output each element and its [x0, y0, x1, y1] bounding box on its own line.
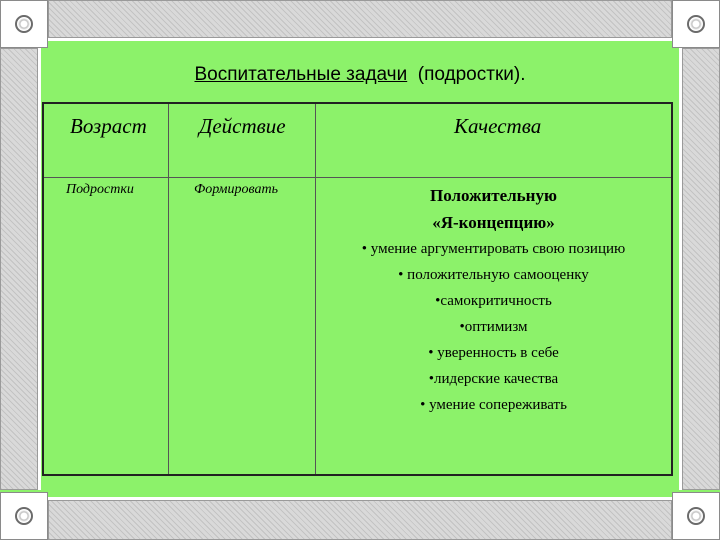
- column-divider: [168, 104, 169, 474]
- frame-inner-bottom: [48, 497, 672, 500]
- ring-icon: [687, 15, 705, 33]
- frame-left: [0, 48, 38, 490]
- list-item: •лидерские качества: [428, 371, 559, 387]
- tasks-table: [42, 102, 673, 476]
- ring-icon: [15, 507, 33, 525]
- frame-inner-right: [679, 48, 682, 490]
- frame-bottom: [48, 500, 672, 540]
- ring-icon: [15, 15, 33, 33]
- list-item: •самокритичность: [435, 293, 552, 309]
- header-action: Действие: [199, 114, 286, 138]
- list-item: • положительную самооценку: [398, 267, 589, 283]
- corner-ornament-bottom-left: [0, 492, 48, 540]
- cell-action: Формировать: [194, 182, 278, 197]
- ring-icon: [687, 507, 705, 525]
- frame-inner-left: [38, 48, 41, 490]
- header-qualities: Качества: [454, 114, 542, 138]
- list-item: • уверенность в себе: [428, 345, 559, 361]
- corner-ornament-top-left: [0, 0, 48, 48]
- header-divider: [44, 177, 671, 178]
- title-main: Воспитательные задачи: [194, 64, 408, 85]
- frame-right: [682, 48, 720, 490]
- frame-inner-top: [48, 38, 672, 41]
- qualities-title-line2: «Я-концепцию»: [432, 213, 555, 232]
- cell-age: Подростки: [66, 182, 134, 197]
- corner-ornament-top-right: [672, 0, 720, 48]
- qualities-list: [316, 236, 671, 418]
- page-title: [0, 64, 720, 86]
- corner-ornament-bottom-right: [672, 492, 720, 540]
- frame-top: [48, 0, 672, 38]
- list-item: •оптимизм: [459, 319, 528, 335]
- list-item: • умение аргументировать свою позицию: [361, 241, 626, 257]
- header-age: Возраст: [70, 114, 147, 138]
- title-sub: (подростки).: [417, 64, 526, 85]
- cell-qualities: [316, 182, 671, 418]
- list-item: • умение сопереживать: [420, 397, 567, 413]
- qualities-title-line1: Положительную: [430, 186, 557, 205]
